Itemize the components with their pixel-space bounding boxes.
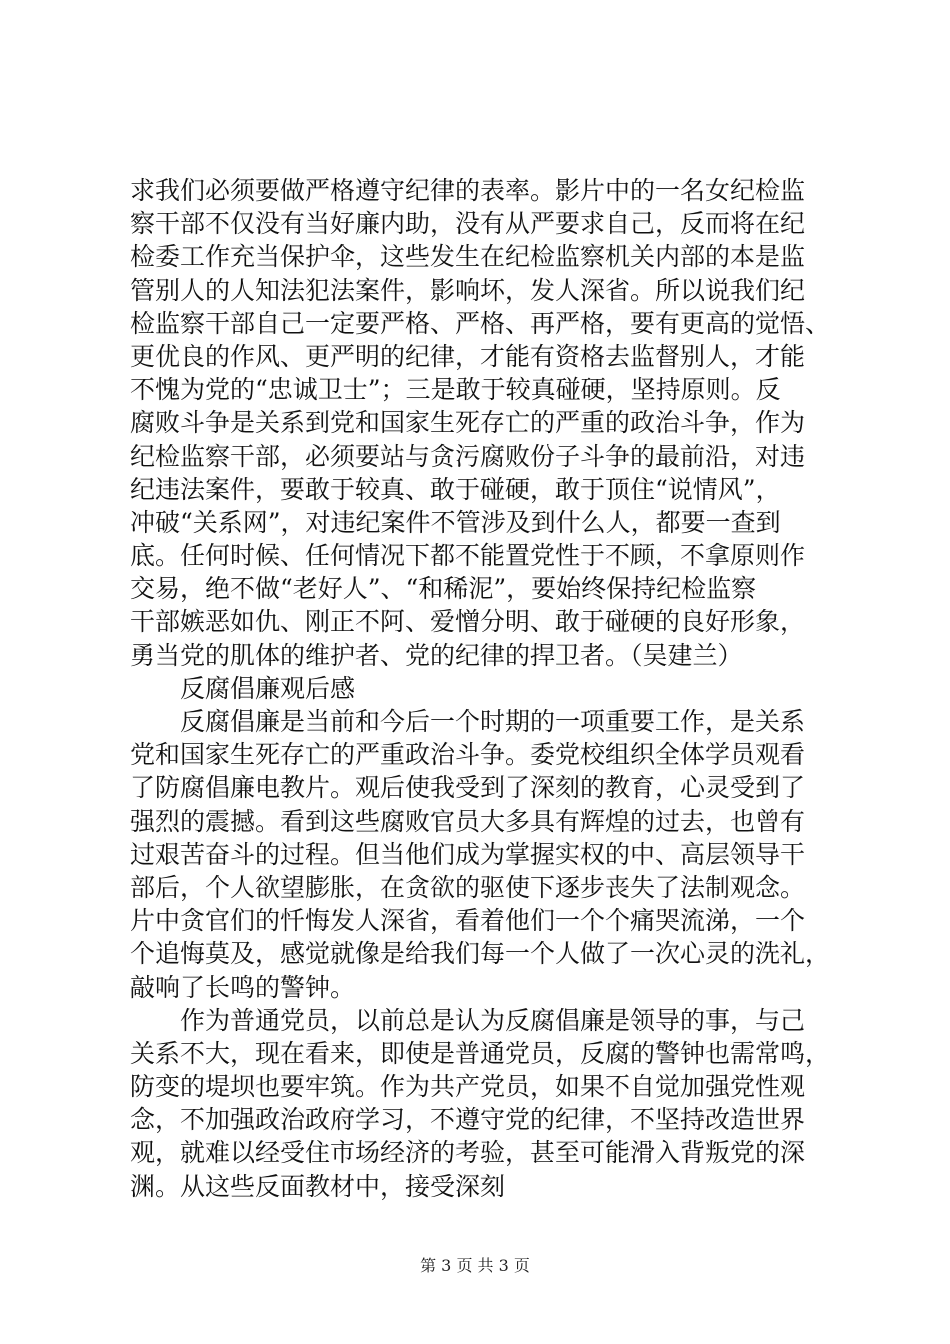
text-line: 勇当党的肌体的维护者、党的纪律的捍卫者。（吴建兰） — [130, 640, 743, 670]
text-line: 渊。从这些反面教材中，接受深刻 — [130, 1171, 506, 1201]
text-line: 观，就难以经受住市场经济的考验，甚至可能滑入背叛党的深 — [130, 1138, 806, 1168]
text-line: 不愧为党的“忠诚卫士”；三是敢于较真碰硬，坚持原则。反 — [130, 375, 781, 405]
text-line: 片中贪官们的忏悔发人深省，看着他们一个个痛哭流涕，一个 — [130, 906, 806, 936]
body-text — [130, 174, 850, 1203]
text-line: 念，不加强政治政府学习，不遵守党的纪律，不坚持改造世界 — [130, 1105, 806, 1135]
text-line: 敲响了长鸣的警钟。 — [130, 972, 356, 1002]
text-line: 作为普通党员，以前总是认为反腐倡廉是领导的事，与己 — [180, 1005, 806, 1035]
text-line: 求我们必须要做严格遵守纪律的表率。影片中的一名女纪检监 — [130, 176, 806, 205]
text-line: 了防腐倡廉电教片。观后使我受到了深刻的教育，心灵受到了 — [130, 773, 806, 803]
text-line: 反腐倡廉是当前和今后一个时期的一项重要工作，是关系 — [180, 707, 806, 736]
text-line: 过艰苦奋斗的过程。但当他们成为掌握实权的中、高层领导干 — [130, 839, 806, 869]
text-line: 管别人的人知法犯法案件，影响坏，发人深省。所以说我们纪 — [130, 275, 806, 305]
text-line: 干部嫉恶如仇、刚正不阿、爱憎分明、敢于碰硬的良好形象， — [130, 607, 806, 637]
text-line: 交易，绝不做“老好人”、“和稀泥”，要始终保持纪检监察 — [130, 574, 757, 604]
text-line: 防变的堤坝也要牢筑。作为共产党员，如果不自觉加强党性观 — [130, 1072, 806, 1102]
text-line: 检监察干部自己一定要严格、严格、再严格，要有更高的觉悟、 — [130, 308, 831, 338]
page-footer: 第 3 页 共 3 页 — [420, 1256, 530, 1275]
text-line: 强烈的震撼。看到这些腐败官员大多具有辉煌的过去，也曾有 — [130, 806, 806, 836]
text-line: 检委工作充当保护伞，这些发生在纪检监察机关内部的本是监 — [130, 242, 806, 272]
text-line: 个追悔莫及，感觉就像是给我们每一个人做了一次心灵的洗礼， — [130, 939, 831, 969]
text-line: 腐败斗争是关系到党和国家生死存亡的严重的政治斗争，作为 — [130, 408, 806, 438]
text-line: 反腐倡廉观后感 — [180, 673, 356, 703]
text-line: 纪违法案件，要敢于较真、敢于碰硬，敢于顶住“说情风”， — [130, 474, 781, 504]
text-line: 部后，个人欲望膨胀，在贪欲的驱使下逐步丧失了法制观念。 — [130, 872, 806, 902]
text-line: 冲破“关系网”，对违纪案件不管涉及到什么人，都要一查到 — [130, 507, 781, 537]
text-line: 察干部不仅没有当好廉内助，没有从严要求自己，反而将在纪 — [130, 209, 806, 239]
text-line: 党和国家生死存亡的严重政治斗争。委党校组织全体学员观看 — [130, 740, 806, 770]
text-line: 更优良的作风、更严明的纪律，才能有资格去监督别人，才能 — [130, 341, 806, 371]
text-line: 关系不大，现在看来，即使是普通党员，反腐的警钟也需常鸣， — [130, 1038, 831, 1068]
text-line: 纪检监察干部，必须要站与贪污腐败份子斗争的最前沿，对违 — [130, 441, 806, 471]
text-line: 底。任何时候、任何情况下都不能置党性于不顾，不拿原则作 — [130, 541, 806, 571]
